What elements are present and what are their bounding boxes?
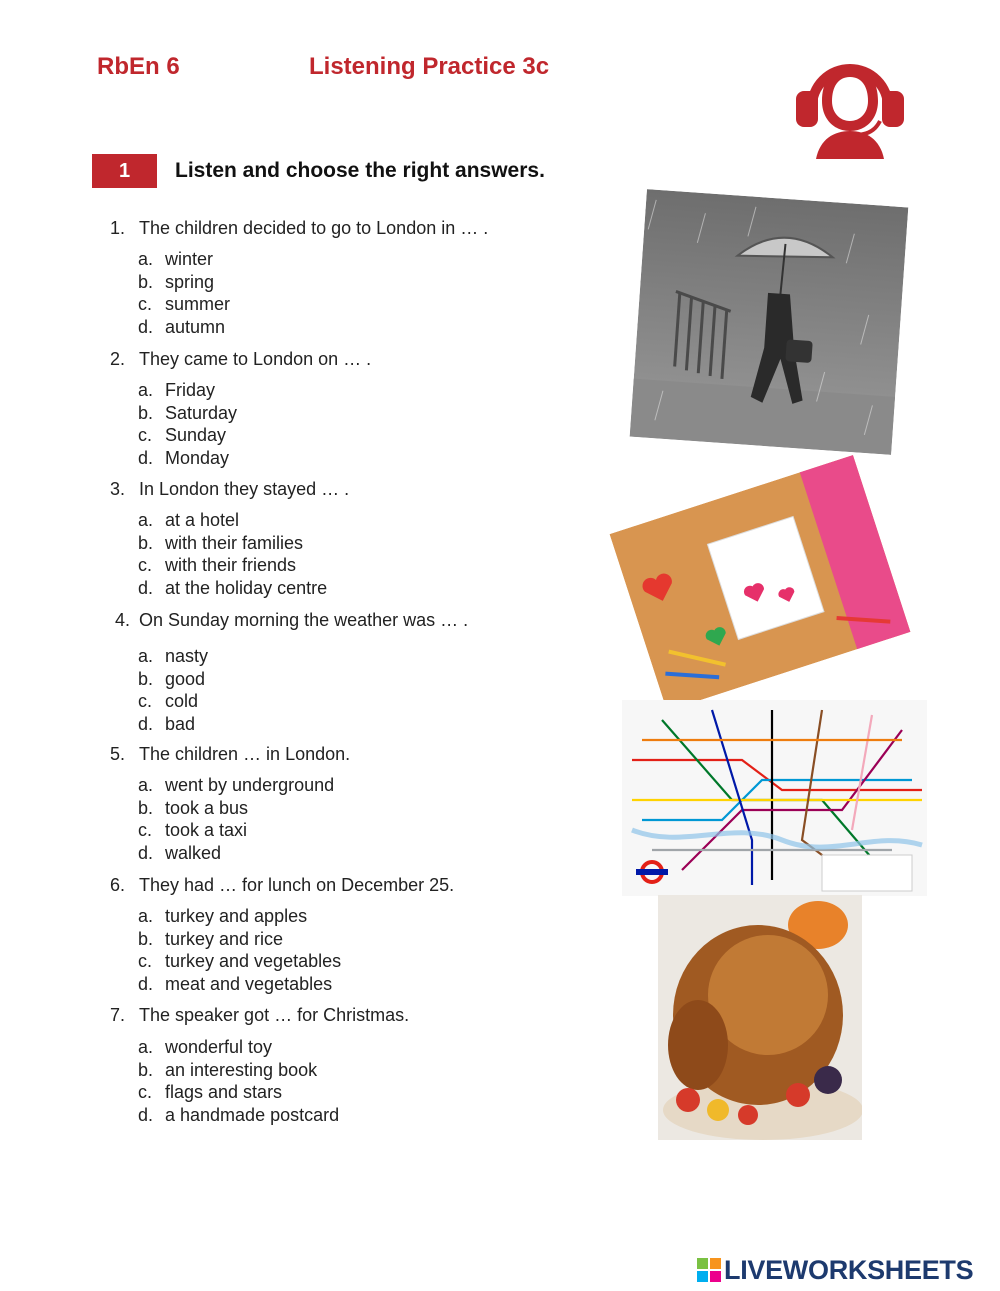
- question-number: 6.: [109, 875, 125, 895]
- option-a[interactable]: a. went by underground: [138, 775, 335, 795]
- question-text: On Sunday morning the weather was … .: [139, 610, 469, 630]
- question-text: In London they stayed … .: [139, 479, 350, 499]
- option-c[interactable]: c. cold: [138, 691, 199, 711]
- option-d[interactable]: d. Monday: [138, 447, 230, 468]
- question-number: 4.: [114, 610, 130, 630]
- option-a[interactable]: a. winter: [138, 249, 214, 269]
- question-text: They came to London on … .: [139, 349, 372, 369]
- task-instruction: Listen and choose the right answers.: [175, 159, 545, 182]
- option-b[interactable]: b. an interesting book: [138, 1059, 318, 1080]
- option-d[interactable]: d. meat and vegetables: [138, 973, 333, 994]
- option-a[interactable]: a. wonderful toy: [138, 1037, 273, 1057]
- option-a[interactable]: a. turkey and apples: [138, 906, 308, 926]
- option-b[interactable]: b. turkey and rice: [138, 928, 284, 949]
- question-number: 5.: [109, 744, 125, 764]
- option-b[interactable]: b. Saturday: [138, 402, 238, 423]
- question-text: The children decided to go to London in … .: [139, 218, 489, 238]
- liveworksheets-footer: [697, 1254, 997, 1286]
- option-b[interactable]: b. good: [138, 668, 206, 689]
- option-list: [138, 645, 208, 735]
- option-list: [138, 774, 334, 864]
- option-b[interactable]: b. with their families: [138, 532, 304, 553]
- option-list: [138, 248, 230, 338]
- option-a[interactable]: a. nasty: [138, 646, 209, 666]
- option-d[interactable]: d. bad: [138, 713, 196, 734]
- question-text: The children … in London.: [139, 744, 351, 764]
- crafts-table-photo: [610, 455, 911, 711]
- option-list: [138, 379, 237, 469]
- option-d[interactable]: d. a handmade postcard: [138, 1104, 340, 1125]
- option-c[interactable]: c. took a taxi: [138, 820, 248, 840]
- option-c[interactable]: c. with their friends: [138, 555, 297, 575]
- option-c[interactable]: c. summer: [138, 294, 231, 314]
- task-number-badge: 1: [92, 154, 157, 188]
- roast-turkey-photo: [658, 895, 862, 1140]
- option-c[interactable]: c. Sunday: [138, 425, 227, 445]
- option-d[interactable]: d. walked: [138, 842, 222, 863]
- option-b[interactable]: b. spring: [138, 271, 215, 292]
- option-d[interactable]: d. autumn: [138, 316, 226, 337]
- option-list: [138, 905, 341, 995]
- question-number: 3.: [109, 479, 125, 499]
- brand-name: LIVEWORKSHEETS: [724, 1255, 974, 1285]
- course-label: RbEn 6: [97, 53, 180, 80]
- question-text: The speaker got … for Christmas.: [139, 1005, 410, 1025]
- question-number: 7.: [109, 1005, 125, 1025]
- liveworksheets-logo-icon: [697, 1258, 721, 1282]
- option-c[interactable]: c. flags and stars: [138, 1082, 283, 1102]
- option-c[interactable]: c. turkey and vegetables: [138, 951, 342, 971]
- rainy-umbrella-photo: [630, 189, 909, 455]
- page-title: Listening Practice 3c: [309, 53, 550, 80]
- headset-person-icon: [792, 47, 908, 159]
- underground-map-image: [622, 700, 927, 896]
- question-number: 2.: [109, 349, 125, 369]
- option-a[interactable]: a. Friday: [138, 380, 216, 400]
- question-text: They had … for lunch on December 25.: [139, 875, 455, 895]
- option-b[interactable]: b. took a bus: [138, 797, 249, 818]
- option-d[interactable]: d. at the holiday centre: [138, 577, 328, 598]
- option-list: [138, 509, 327, 599]
- option-a[interactable]: a. at a hotel: [138, 510, 240, 530]
- option-list: [138, 1036, 339, 1126]
- question-number: 1.: [109, 218, 125, 238]
